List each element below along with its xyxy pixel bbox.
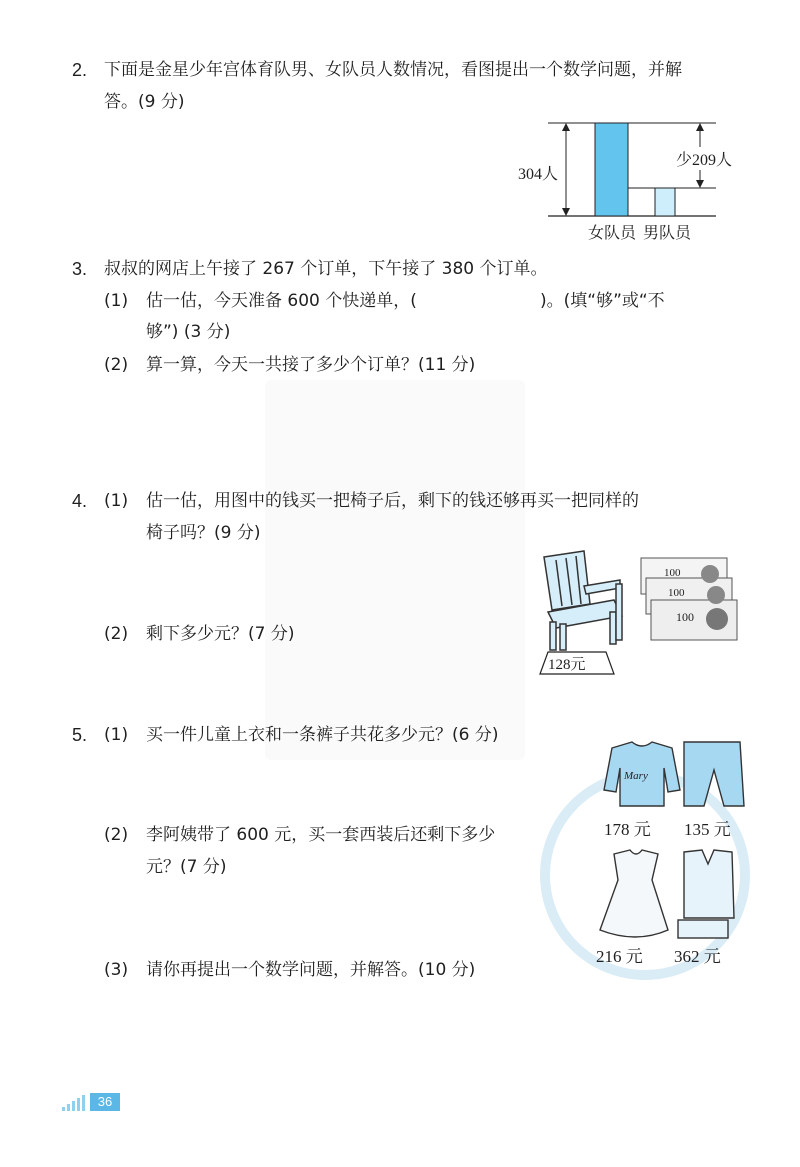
q5-part1-text: 买一件儿童上衣和一条裤子共花多少元？(6 分)	[146, 725, 499, 745]
label-less-209: 少209人	[676, 147, 732, 170]
price-dress: 216 元	[596, 947, 643, 966]
q5-part3-text: 请你再提出一个数学问题，并解答。(10 分)	[146, 960, 476, 980]
q5-part3-index: (3)	[104, 960, 129, 980]
price-suit: 362 元	[674, 947, 721, 966]
q4-part1-line1: 估一估，用图中的钱买一把椅子后，剩下的钱还够再买一把同样的	[146, 491, 639, 511]
q5-part2-line2: 元？(7 分)	[146, 857, 227, 877]
q4-part2-text: 剩下多少元？(7 分)	[146, 624, 295, 644]
banknote-value-3: 100	[676, 610, 694, 624]
shirt-print-text: Mary	[624, 770, 648, 782]
q2-text-line2: 答。(9 分)	[104, 92, 185, 112]
q4-part1-line2: 椅子吗？(9 分)	[146, 523, 261, 543]
q4-part1-index: (1)	[104, 491, 129, 511]
label-304: 304人	[518, 161, 558, 184]
q5-number: 5.	[72, 725, 88, 745]
banknote-value-1: 100	[664, 567, 681, 579]
q3-part2-text: 算一算，今天一共接了多少个订单？(11 分)	[146, 355, 476, 375]
label-girls: 女队员	[588, 225, 637, 242]
label-boys: 男队员	[643, 225, 692, 242]
q4-part2-index: (2)	[104, 624, 129, 644]
kids-pants	[684, 742, 744, 806]
q3-stem: 叔叔的网店上午接了 267 个订单，下午接了 380 个订单。	[104, 259, 548, 279]
page-bars-decoration	[60, 1093, 90, 1111]
dress	[600, 850, 668, 937]
q4-number: 4.	[72, 491, 88, 511]
price-pants: 135 元	[684, 820, 731, 839]
q3-part1-line1: 估一估，今天准备 600 个快递单，(	[146, 291, 417, 311]
q3-part1-blank-close: )。(填“够”或“不	[540, 291, 665, 311]
q2-text-line1: 下面是金星少年宫体育队男、女队员人数情况，看图提出一个数学问题，并解	[104, 60, 682, 80]
page-number: 36	[90, 1093, 120, 1111]
q3-part1-index: (1)	[104, 291, 129, 311]
q5-part2-index: (2)	[104, 825, 129, 845]
q5-part1-index: (1)	[104, 725, 129, 745]
q3-part2-index: (2)	[104, 355, 129, 375]
suit-jacket	[684, 850, 734, 918]
q3-number: 3.	[72, 259, 88, 279]
banknote-value-2: 100	[668, 587, 685, 599]
q3-part1-line2: 够”) (3 分)	[146, 322, 231, 342]
q5-part2-line1: 李阿姨带了 600 元，买一套西装后还剩下多少	[146, 825, 496, 845]
price-shirt: 178 元	[604, 820, 651, 839]
q2-number: 2.	[72, 60, 88, 80]
suit-trousers	[678, 920, 728, 938]
chair-price: 128元	[548, 657, 586, 673]
